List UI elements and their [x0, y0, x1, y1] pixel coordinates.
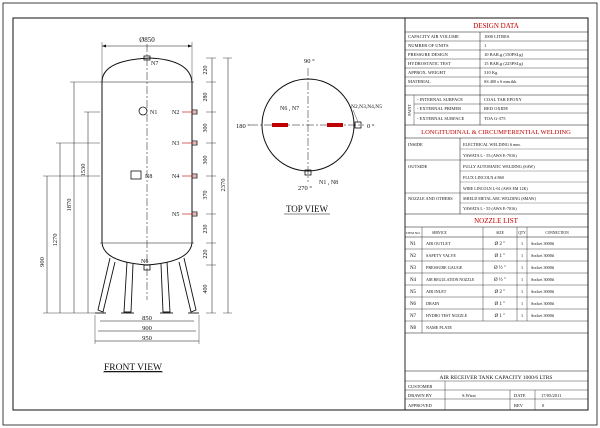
dim-right-1: 220: [203, 65, 209, 75]
nozzle-col-connection: CONNECTION: [545, 231, 569, 235]
date-label: DATE: [514, 393, 526, 398]
weld-label-2: OUTSIDE: [408, 164, 428, 169]
nozzle-list-title: NOZZLE LIST: [474, 217, 518, 225]
nozzle-service: AIR REGULATION NOZZLE: [426, 278, 475, 282]
weld-value-3: FLUX LINCOLN # 860: [463, 175, 504, 180]
angle-0: 0 °: [367, 123, 375, 130]
nozzle-size: Ø 1 ": [494, 254, 506, 259]
nozzle-item: N5: [409, 290, 417, 295]
customer-label: CUSTOMER: [408, 384, 433, 389]
label-n7: N7: [151, 61, 159, 67]
nozzle-connection: Socket 3000#: [531, 253, 554, 258]
paint-value-2: TOA G-375: [484, 116, 506, 121]
label-n1-n8: N1 , N8: [319, 180, 339, 186]
nozzle-col-item: ITEM NO.: [406, 231, 421, 235]
dim-bottom-950: 950: [142, 335, 152, 342]
name-plate: [131, 171, 141, 179]
top-view: [236, 58, 382, 214]
nozzle-connection: Socket 3000#: [531, 301, 554, 306]
paint-label-0: - INTERNAL SURFACE: [417, 97, 463, 102]
nozzle-service: DRAIN: [426, 301, 440, 306]
weld-value-5: SHIELD METAL ARC WELDING (SMAW): [463, 196, 536, 201]
dim-left-900: 900: [39, 257, 46, 267]
nozzle-size: Ø 2 ": [494, 242, 506, 247]
dim-right-4: 300: [203, 155, 209, 165]
nozzle-mark-left: [272, 123, 288, 127]
dim-left-1870: 1870: [66, 198, 73, 212]
welding-title: LONGITUDINAL & CIRCUMFERENTIAL WELDING: [421, 129, 571, 136]
nozzle-item: N4: [409, 278, 417, 283]
weld-value-1: YAWATA L - 55 (AWS E-7016): [463, 153, 517, 158]
label-n6-n7: N6 , N7: [280, 106, 300, 112]
label-n2: N2: [172, 110, 180, 116]
paint-label: PAINT: [407, 104, 412, 116]
dim-right-2: 280: [203, 92, 209, 102]
nozzle-qty: 1: [520, 265, 524, 270]
nozzle-connection: Socket 3000#: [531, 313, 554, 318]
nozzle-mark-right: [327, 123, 343, 127]
nozzle-item: N7: [409, 314, 417, 319]
paint-value-0: COAL TAR EPOXY: [484, 97, 522, 102]
weld-label-0: INSIDE: [408, 142, 423, 147]
dd-label-5: MATERIAL: [408, 79, 431, 84]
nozzle-size: Ø ½ ": [494, 278, 506, 283]
nozzle-qty: 1: [520, 301, 524, 306]
nozzle-connection: Socket 3000#: [531, 289, 554, 294]
date-value: 17/05/2011: [541, 393, 562, 398]
dim-bottom-850: 850: [142, 315, 152, 322]
nozzle-rows: [410, 241, 555, 331]
dim-right-5: 370: [203, 190, 209, 200]
nozzle-qty: 1: [520, 241, 524, 246]
nozzle-size: Ø 2 ": [494, 290, 506, 295]
nozzle-service: SAFETY VALVE: [426, 253, 456, 258]
paint-label-2: - EXTERNAL SURFACE: [417, 116, 465, 121]
dim-right-3: 300: [203, 123, 209, 133]
nozzle-n1: [139, 107, 147, 115]
dd-label-2: PRESSURE DESIGN: [408, 52, 448, 57]
nozzle-service: HYDRO TEST NOZZLE: [426, 313, 468, 318]
title-block-title: AIR RECEIVER TANK CAPACITY 1000/6 LTRS: [439, 375, 553, 381]
nozzle-size: Ø 1 ": [494, 302, 506, 307]
dd-label-4: APPROX. WEIGHT: [408, 70, 446, 75]
nozzle-qty: 1: [520, 253, 524, 258]
data-panel: [405, 18, 588, 410]
nozzle-item: N6: [409, 302, 417, 307]
angle-90: 90 °: [304, 58, 315, 65]
right-dimension-chain: [206, 58, 232, 313]
front-view: [39, 36, 232, 373]
dd-label-3: HYDROSTATIC TEST: [408, 61, 451, 66]
label-n6: N6: [141, 259, 149, 265]
paint-label-1: - EXTERNAL PRIMER: [417, 106, 462, 111]
label-n3: N3: [172, 141, 180, 147]
dim-right-8: 400: [203, 284, 209, 294]
label-n2-n5: N2,N3,N4,N5: [351, 104, 383, 110]
drawn-by-value: S.Wirat: [462, 393, 476, 398]
label-n5: N5: [172, 212, 180, 218]
approved-label: APPROVED: [408, 403, 432, 408]
nozzle-col-size: SIZE: [496, 231, 504, 235]
dim-left-1270: 1270: [52, 233, 59, 247]
dd-value-1: 1: [484, 43, 487, 48]
nozzle-col-qty: QTY: [518, 231, 526, 235]
weld-value-4: WIRE LINCOLN L-61 (AWS EM 12K): [463, 186, 528, 191]
label-n8: N8: [145, 174, 153, 180]
label-n4: N4: [172, 174, 180, 180]
nozzle-service: AIR INLET: [426, 289, 447, 294]
paint-value-1: RED OXIDE: [484, 106, 509, 111]
label-n1: N1: [150, 110, 158, 116]
dd-value-2: 10 BAR.g (150PSI.g): [484, 52, 524, 57]
nozzle-item: N8: [409, 326, 417, 331]
nozzle-qty: 1: [520, 289, 524, 294]
dim-right-6: 230: [203, 224, 209, 234]
dd-label-0: CAPACITY AIR VOLUME: [408, 34, 459, 39]
dim-overall-height: 2370: [220, 178, 227, 192]
dim-bottom-900: 900: [142, 325, 152, 332]
dd-label-1: NUMBER OF UNITS: [408, 43, 449, 48]
weld-label-5: NOZZLE AND OTHERS: [408, 196, 453, 201]
rev-value: 0: [542, 403, 545, 408]
right-nozzles: [182, 110, 197, 216]
weld-value-6: YAWATA L - 55 (AWS E-7016): [463, 206, 517, 211]
top-view-caption: TOP VIEW: [285, 204, 329, 214]
nozzle-size: Ø ½ ": [494, 266, 506, 271]
nozzle-qty: 1: [520, 313, 524, 318]
dd-value-3: 15 BAR.g (225PSI.g): [484, 61, 524, 66]
nozzle-col-service: SERVICE: [432, 231, 447, 235]
angle-180: 180 °: [236, 123, 250, 130]
nozzle-size: Ø 1 ": [494, 314, 506, 319]
drawn-by-label: DRAWN BY: [408, 393, 433, 398]
weld-value-0: ELECTRICAL WELDING 6 mm.: [463, 142, 521, 147]
dd-value-0: 1000 LITRES: [484, 34, 510, 39]
design-data-title: DESIGN DATA: [473, 22, 519, 30]
nozzle-connection: Socket 3000#: [531, 265, 554, 270]
dim-right-7: 220: [203, 249, 209, 259]
nozzle-connection: Socket 3000#: [531, 241, 554, 246]
nozzle-item: N3: [409, 266, 417, 271]
left-dimension-lines: [43, 82, 100, 313]
nozzle-service: PRESSURE GAUGE: [426, 265, 463, 270]
diameter-label: Ø850: [139, 36, 155, 44]
nozzle-item: N2: [409, 254, 417, 259]
rev-label: REV: [514, 403, 523, 408]
angle-270: 270 °: [298, 185, 312, 192]
dd-value-4: 310 Kg: [484, 70, 498, 75]
front-view-caption: FRONT VIEW: [104, 363, 162, 373]
nozzle-connection: Socket 3000#: [531, 277, 554, 282]
dd-value-5: SS 400 x 6 mm.thk.: [484, 79, 518, 84]
nozzle-qty: 1: [520, 277, 524, 282]
weld-value-2: FULLY AUTOMATIC WELDING (SAW): [463, 164, 535, 169]
dim-left-1530: 1530: [80, 163, 87, 177]
nozzle-service: NAME PLATE: [426, 325, 452, 330]
nozzle-item: N1: [409, 242, 417, 247]
nozzle-service: AIR OUTLET: [426, 241, 451, 246]
